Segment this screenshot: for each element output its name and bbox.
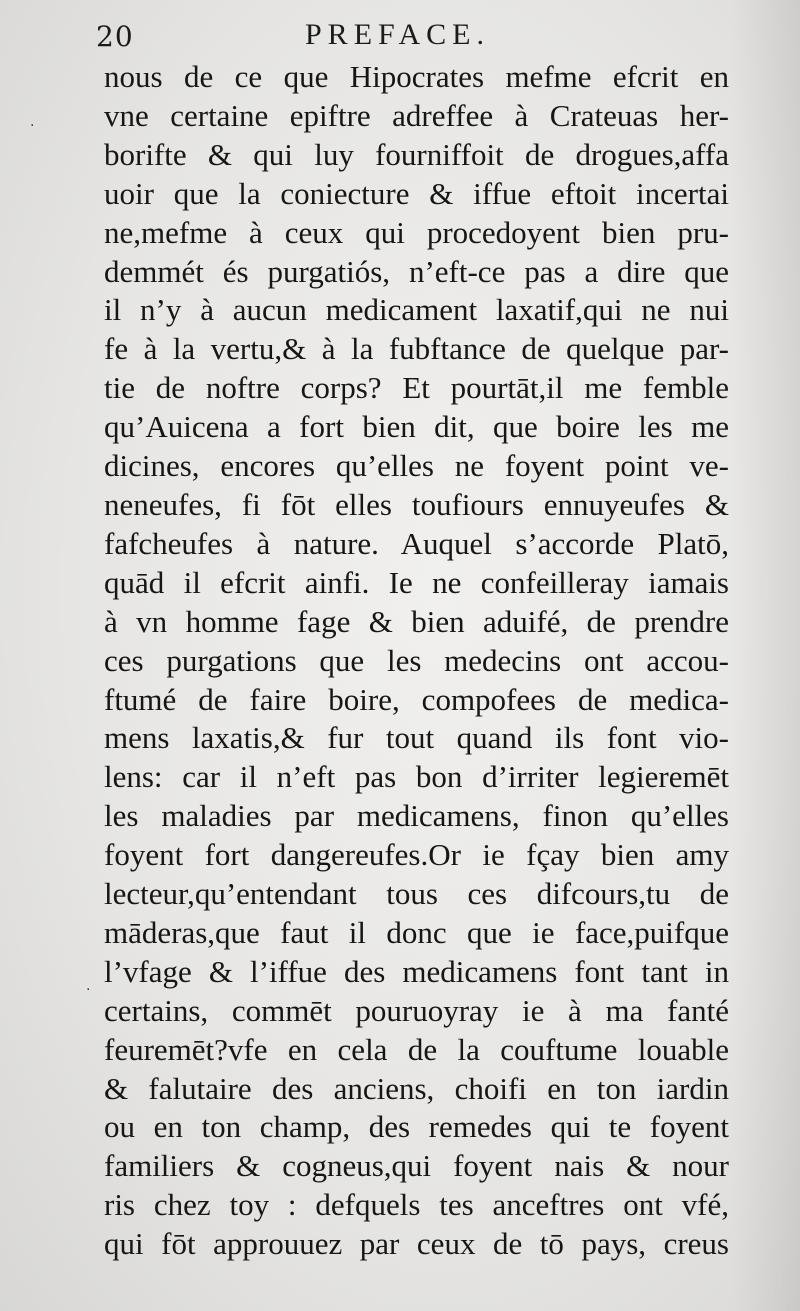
text-line: fafcheufes à nature. Auquel s’accorde Platō, <box>104 525 729 561</box>
text-line: tie de noftre corps? Et pourtāt,il me femble <box>104 370 729 406</box>
text-line: ftumé de faire boire, compofees de medica- <box>104 681 729 717</box>
margin-speck: · <box>30 118 35 134</box>
text-line: fe à la vertu,& à la fubftance de quelque par- <box>104 331 729 367</box>
margin-speck: · <box>86 982 91 998</box>
text-line: vne certaine epiftre adreffee à Crateuas her- <box>104 97 729 133</box>
text-line: demmét és purgatiós, n’eft-ce pas a dire que <box>104 253 729 289</box>
body-text <box>104 58 729 1264</box>
text-line: māderas,que faut il donc que ie face,puifque <box>104 914 729 950</box>
text-line: borifte & qui luy fourniffoit de drogues,affa <box>104 136 729 172</box>
text-line: mens laxatis,& fur tout quand ils font vio- <box>104 720 729 756</box>
text-line: ou en ton champ, des remedes qui te foyent <box>104 1109 729 1145</box>
text-line: lecteur,qu’entendant tous ces difcours,tu de <box>104 876 729 912</box>
text-line: ris chez toy : defquels tes anceftres ont vfé, <box>104 1187 729 1223</box>
text-line: l’vfage & l’iffue des medicamens font tant in <box>104 953 729 989</box>
text-line: ne,mefme à ceux qui procedoyent bien pru- <box>104 214 729 250</box>
text-line: feuremēt?vfe en cela de la couftume louable <box>104 1031 729 1067</box>
text-line: ces purgations que les medecins ont accou- <box>104 642 729 678</box>
text-line: foyent fort dangereufes.Or ie fçay bien amy <box>104 837 729 873</box>
text-line: il n’y à aucun medicament laxatif,qui ne nui <box>104 292 729 328</box>
text-line: lens: car il n’eft pas bon d’irriter legieremēt <box>104 759 729 795</box>
text-line: & falutaire des anciens, choifi en ton iardin <box>104 1070 729 1106</box>
text-line: neneufes, fi fōt elles toufiours ennuyeufes & <box>104 486 729 522</box>
page-number: 20 <box>96 20 134 53</box>
text-line: qui fōt approuuez par ceux de tō pays, creus <box>104 1226 729 1262</box>
text-line: nous de ce que Hipocrates mefme efcrit en <box>104 59 729 94</box>
text-line: qu’Auicena a fort bien dit, que boire les me <box>104 409 729 445</box>
running-head: PREFACE. <box>305 18 490 51</box>
text-line: familiers & cogneus,qui foyent nais & nour <box>104 1148 729 1184</box>
text-line: certains, commēt pouruoyray ie à ma fanté <box>104 992 729 1028</box>
text-line: à vn homme fage & bien aduifé, de prendre <box>104 603 729 639</box>
text-line: dicines, encores qu’elles ne foyent point ve- <box>104 448 729 484</box>
text-line: uoir que la coniecture & iffue eftoit incertai <box>104 175 729 211</box>
page-edge-shadow <box>730 0 800 1311</box>
text-line: quād il efcrit ainfi. Ie ne confeilleray iamais <box>104 564 729 600</box>
text-line: les maladies par medicamens, finon qu’elles <box>104 798 729 834</box>
page-header <box>0 14 800 54</box>
